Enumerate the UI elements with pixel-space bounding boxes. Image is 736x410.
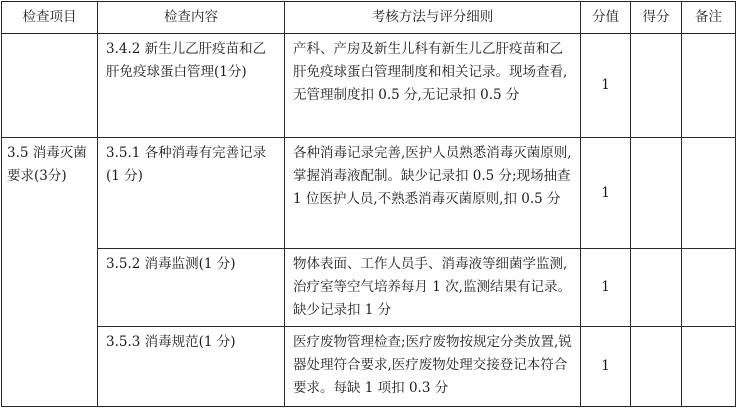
row-note-cell	[682, 249, 736, 327]
row-method-cell: 物体表面、工作人员手、消毒液等细菌学监测,治疗室等空气培养每月 1 次,监测结果有记录。缺少记录扣 1 分	[285, 249, 581, 327]
row-got-cell	[631, 34, 682, 138]
row-note-cell	[682, 327, 736, 407]
row-score-cell: 1	[581, 34, 631, 138]
table-row	[2, 327, 736, 407]
row-content-cell: 3.4.2 新生儿乙肝疫苗和乙肝免疫球蛋白管理(1分)	[98, 34, 285, 138]
row-item-cell: 3.5 消毒灭菌要求(3分)	[2, 138, 98, 407]
row-score-cell: 1	[581, 249, 631, 327]
row-content-cell: 3.5.1 各种消毒有完善记录(1 分)	[98, 138, 285, 249]
table-row	[2, 138, 736, 249]
row-got-cell	[631, 138, 682, 249]
row-got-cell	[631, 327, 682, 407]
row-method-cell: 医疗废物管理检查;医疗废物按规定分类放置,锐器处理符合要求,医疗废物处理交接登记本符合要求。每缺 1 项扣 0.3 分	[285, 327, 581, 407]
row-score-cell: 1	[581, 327, 631, 407]
header-score: 分值	[581, 2, 631, 34]
header-method: 考核方法与评分细则	[285, 2, 581, 34]
header-item: 检查项目	[2, 2, 98, 34]
row-content-cell: 3.5.3 消毒规范(1 分)	[98, 327, 285, 407]
row-method-cell: 各种消毒记录完善,医护人员熟悉消毒灭菌原则,掌握消毒液配制。缺少记录扣 0.5 分;现场抽查 1 位医护人员,不熟悉消毒灭菌原则,扣 0.5 分	[285, 138, 581, 249]
table-header	[2, 2, 736, 34]
table-body	[2, 34, 736, 407]
header-row	[2, 2, 736, 34]
header-got: 得分	[631, 2, 682, 34]
table-row	[2, 249, 736, 327]
row-note-cell	[682, 34, 736, 138]
assessment-table	[1, 1, 736, 407]
row-score-cell: 1	[581, 138, 631, 249]
row-note-cell	[682, 138, 736, 249]
row-got-cell	[631, 249, 682, 327]
row-method-cell: 产科、产房及新生儿科有新生儿乙肝疫苗和乙肝免疫球蛋白管理制度和相关记录。现场查看,无管理制度扣 0.5 分,无记录扣 0.5 分	[285, 34, 581, 138]
row-content-cell: 3.5.2 消毒监测(1 分)	[98, 249, 285, 327]
header-content: 检查内容	[98, 2, 285, 34]
table-row	[2, 34, 736, 138]
header-note: 备注	[682, 2, 736, 34]
row-item-cell	[2, 34, 98, 138]
